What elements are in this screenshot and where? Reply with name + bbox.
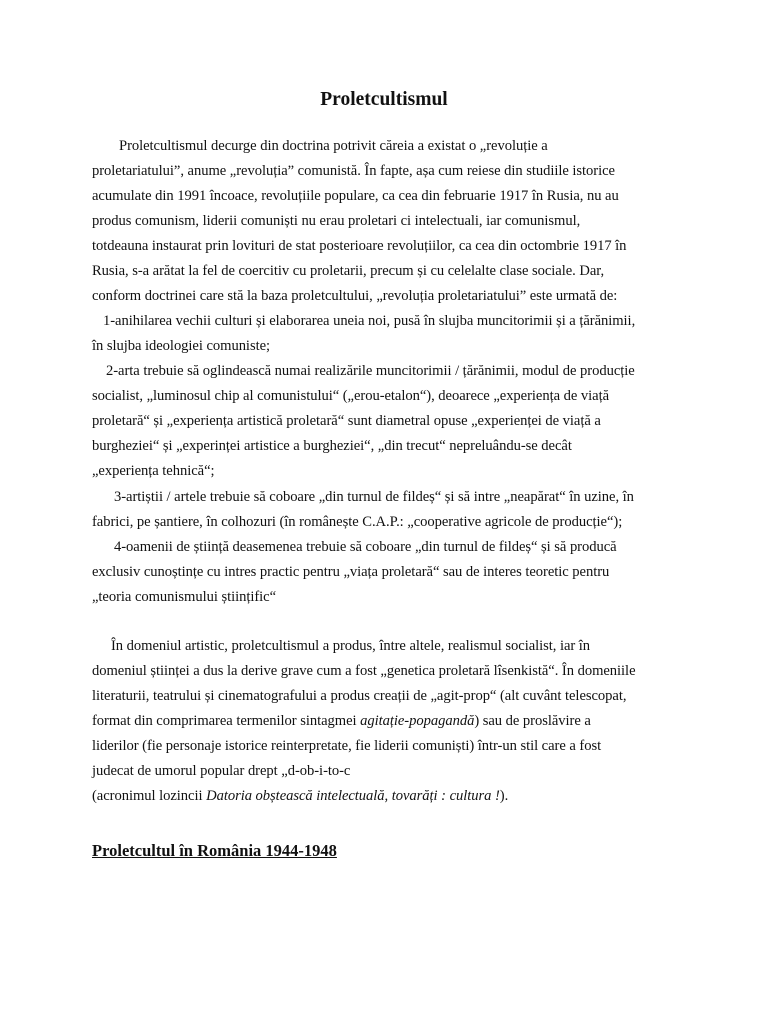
text-line: domeniul științei a dus la derive grave cum a fost „genetica proletară lîsenkistă“. În domeniile bbox=[92, 663, 636, 679]
text-segment: format din comprimarea termenilor sintagmei bbox=[92, 713, 361, 729]
text-segment: ). bbox=[499, 788, 509, 804]
text-line: Proletcultismul decurge din doctrina potrivit căreia a existat o „revoluție a bbox=[119, 138, 548, 154]
text-line: judecat de umorul popular drept „d-ob-i-to-c bbox=[92, 763, 351, 779]
text-segment: ) sau de proslăvire a bbox=[474, 713, 591, 729]
text-line: produs comunism, liderii comuniști nu erau proletari ci intelectuali, iar comunismul, bbox=[92, 213, 581, 229]
text-line: „experiența tehnică“; bbox=[92, 463, 215, 479]
section-heading: Proletcultul în România 1944-1948 bbox=[92, 841, 337, 860]
text-line: acumulate din 1991 încoace, revoluțiile populare, ca cea din februarie 1917 în Rusia, nu au bbox=[92, 188, 619, 204]
text-line: conform doctrinei care stă la baza proletcultului, „revoluția proletariatului” este urmată de: bbox=[92, 288, 618, 304]
text-line-mixed bbox=[92, 787, 508, 805]
text-line: În domeniul artistic, proletcultismul a produs, între altele, realismul socialist, iar în bbox=[111, 638, 591, 654]
text-line: proletariatului”, anume „revoluția” comunistă. În fapte, așa cum reiese din studiile istorice bbox=[92, 163, 615, 179]
list-item-4: 4-oamenii de știință deasemenea trebuie să coboare „din turnul de fildeș“ și să producă bbox=[114, 539, 617, 555]
text-line: „teoria comunismului științific“ bbox=[92, 589, 277, 605]
text-line: liderilor (fie personaje istorice reinterpretate, fie liderii comuniști) într-un stil care a fost bbox=[92, 738, 602, 754]
text-segment: (acronimul lozincii bbox=[92, 788, 207, 804]
italic-term: agitație-popagandă bbox=[360, 713, 475, 729]
text-line: proletară“ și „experiența artistică proletară“ sunt diametral opuse „experienței de viață a bbox=[92, 413, 601, 429]
text-line: fabrici, pe șantiere, în colhozuri (în românește C.A.P.: „cooperative agricole de producție“); bbox=[92, 514, 623, 530]
page-title: Proletcultismul bbox=[320, 89, 448, 110]
text-line: literaturii, teatrului și cinematografului a produs creații de „agit-prop“ (alt cuvânt telescopat, bbox=[92, 688, 627, 704]
text-line-mixed bbox=[92, 712, 591, 730]
text-line: exclusiv cunoștințe cu intres practic pentru „viața proletară“ sau de interes teoretic pentru bbox=[92, 564, 610, 580]
list-item-1: 1-anihilarea vechii culturi și elaborarea uneia noi, pusă în slujba muncitorimii și a țărănimii, bbox=[103, 313, 636, 329]
italic-slogan: Datoria obștească intelectuală, tovarăți : cultura ! bbox=[206, 788, 500, 804]
text-line: totdeauna instaurat prin lovituri de stat posterioare revoluțiilor, ca cea din octombrie 1917 în bbox=[92, 238, 627, 254]
text-line: burgheziei“ și „experinței artistice a burgheziei“, „din trecut“ nepreluându-se decât bbox=[92, 438, 572, 454]
text-line: Rusia, s-a arătat la fel de coercitiv cu proletarii, precum și cu celelalte clase sociale. Dar, bbox=[92, 263, 605, 279]
list-item-3: 3-artiștii / artele trebuie să coboare „din turnul de fildeș“ și să intre „neapărat“ în uzine, în bbox=[114, 489, 634, 505]
list-item-2: 2-arta trebuie să oglindească numai realizările muncitorimii / țărănimii, modul de producție bbox=[106, 363, 635, 379]
text-line: în slujba ideologiei comuniste; bbox=[92, 338, 271, 354]
text-line: socialist, „luminosul chip al comunistului“ („erou-etalon“), deoarece „experiența de viață bbox=[92, 388, 610, 404]
